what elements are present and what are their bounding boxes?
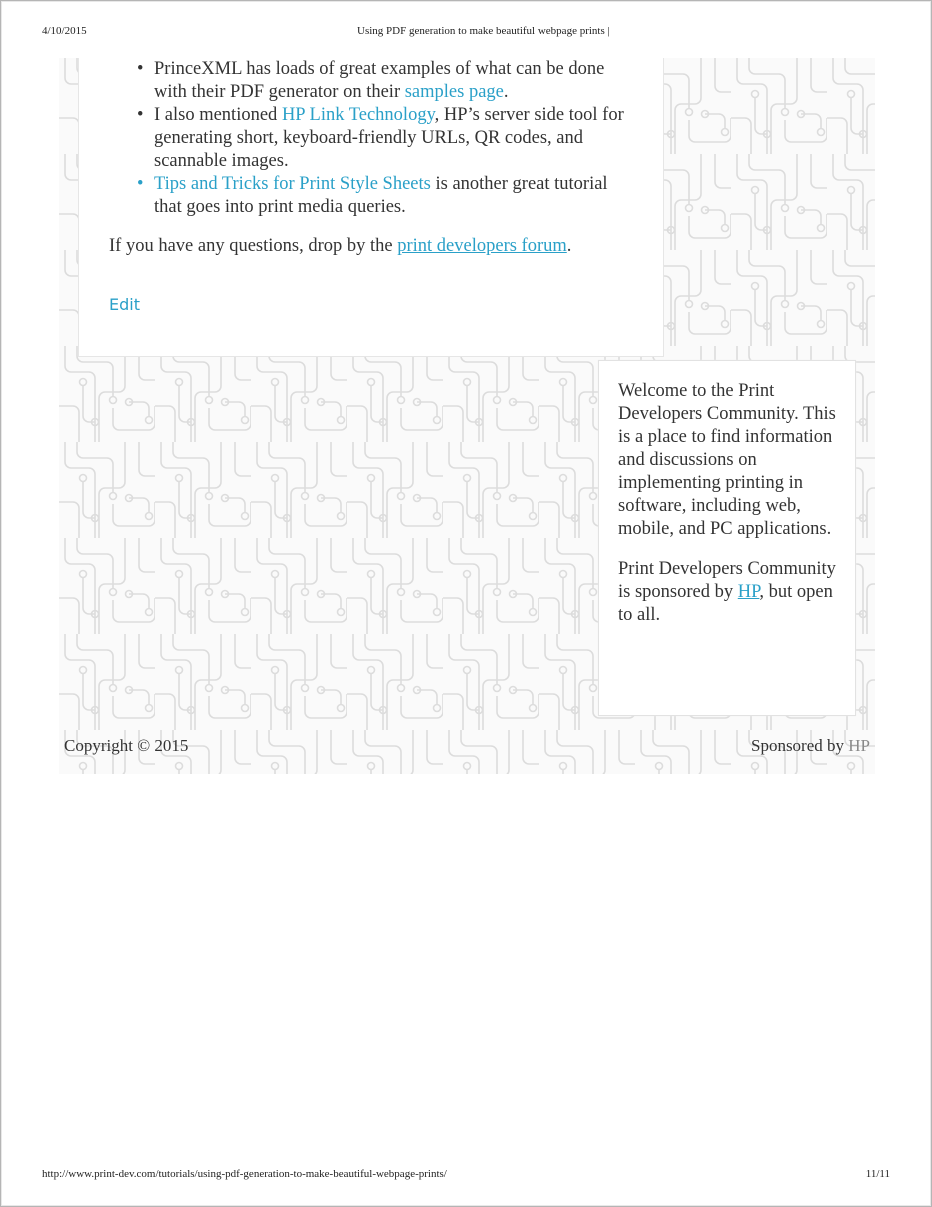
print-page-number: 11/11 xyxy=(865,1168,890,1180)
resource-list xyxy=(137,58,637,219)
bullet-dot-icon: • xyxy=(137,174,144,194)
list-item xyxy=(137,104,637,173)
list-item xyxy=(137,58,637,104)
footer-hp-link[interactable]: HP xyxy=(848,736,870,755)
list-item-text: . xyxy=(503,82,509,102)
print-date: 4/10/2015 xyxy=(42,25,87,37)
print-page-title: Using PDF generation to make beautiful webpage prints | xyxy=(357,25,610,37)
bullet-dot-icon: • xyxy=(137,105,144,125)
list-item xyxy=(137,173,637,219)
sponsored-label: Sponsored by xyxy=(750,736,849,755)
sidebar-text xyxy=(618,380,844,644)
sponsored-by xyxy=(751,736,870,756)
sponsor-text: Print Developers Community is sponsored by xyxy=(618,559,836,602)
print-developers-forum-link[interactable]: print developers forum xyxy=(397,236,567,256)
print-url: http://www.print-dev.com/tutorials/using-pdf-generation-to-make-beautiful-webpage-prints/ xyxy=(42,1168,447,1180)
hp-sponsor-link[interactable]: HP xyxy=(737,582,760,602)
edit-link[interactable]: Edit xyxy=(109,295,140,314)
bullet-dot-icon: • xyxy=(137,59,144,79)
sponsor-paragraph xyxy=(618,558,844,627)
list-item-text: is another great tutorial that goes into print media queries. xyxy=(154,174,608,217)
print-style-sheets-link[interactable]: Tips and Tricks for Print Style Sheets xyxy=(154,174,431,194)
article-content-card xyxy=(78,58,664,357)
sponsor-text-end: , but open to all. xyxy=(618,582,833,625)
list-item-text: , HP’s server side tool for generating short, keyboard-friendly URLs, QR codes, and scannable images. xyxy=(154,105,624,171)
copyright-notice: Copyright © 2015 xyxy=(64,736,189,755)
list-item-text: I also mentioned xyxy=(154,105,282,125)
forum-invitation xyxy=(109,236,571,257)
forum-text: If you have any questions, drop by the xyxy=(109,236,398,256)
forum-text-end: . xyxy=(566,236,572,256)
welcome-paragraph: Welcome to the Print Developers Community. This is a place to find information and discussions on implementing printing in software, including web, mobile, and PC applications. xyxy=(618,381,836,539)
samples-page-link[interactable]: samples page xyxy=(404,82,504,102)
list-item-text: PrinceXML has loads of great examples of what can be done with their PDF generator on their xyxy=(154,59,605,102)
sidebar-welcome-card xyxy=(598,360,856,716)
hp-link-technology-link[interactable]: HP Link Technology xyxy=(281,105,435,125)
